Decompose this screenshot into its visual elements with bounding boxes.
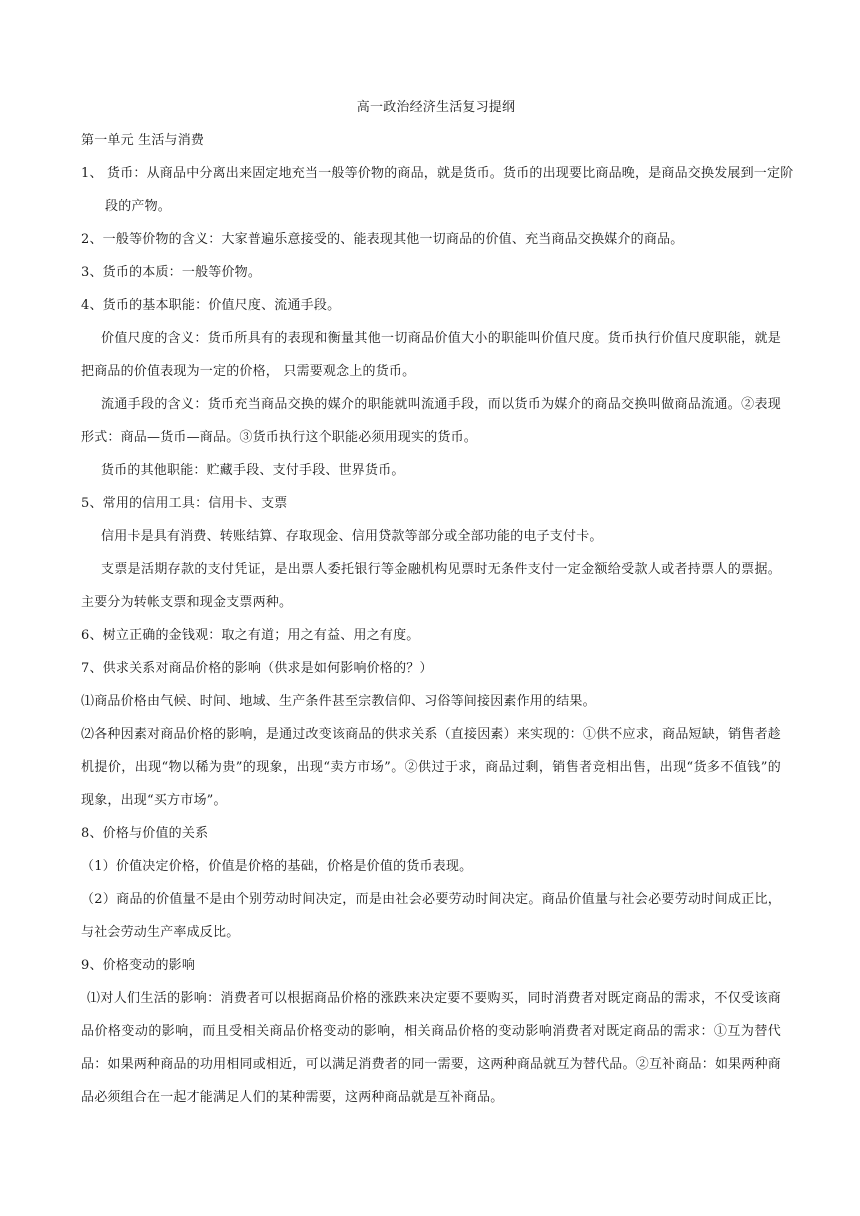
unit-heading: 第一单元 生活与消费 [81, 133, 205, 148]
item-5-paragraph-cheque: 支票是活期存款的支付凭证，是出票人委托银行等金融机构见票时无条件支付一定金额给受款人或者持票人的票据。主要分为转帐支票和现金支票两种。 [81, 562, 781, 610]
item-5-paragraph-credit-card: 信用卡是具有消费、转账结算、存取现金、信用贷款等部分或全部功能的电子支付卡。 [101, 529, 603, 544]
item-7: 7、供求关系对商品价格的影响（供求是如何影响价格的？） [81, 661, 433, 676]
item-4-paragraph-value-measure: 价值尺度的含义：货币所具有的表现和衡量其他一切商品价值大小的职能叫价值尺度。货币执行价值尺度职能，就是把商品的价值表现为一定的价格， 只需要观念上的货币。 [81, 331, 781, 379]
item-3: 3、货币的本质：一般等价物。 [81, 265, 262, 280]
item-8-paragraph-1: （1）价值决定价格，价值是价格的基础，价格是价值的货币表现。 [81, 859, 473, 874]
item-4-paragraph-circulation: 流通手段的含义：货币充当商品交换的媒介的职能就叫流通手段，而以货币为媒介的商品交换叫做商品流通。②表现形式：商品—货币—商品。③货币执行这个职能必须用现实的货币。 [81, 397, 781, 445]
item-9: 9、价格变动的影响 [81, 958, 196, 973]
item-6: 6、树立正确的金钱观：取之有道；用之有益、用之有度。 [81, 628, 420, 643]
item-8: 8、价格与价值的关系 [81, 826, 209, 841]
item-4-paragraph-other-functions: 货币的其他职能：贮藏手段、支付手段、世界货币。 [101, 463, 405, 478]
document-body [81, 91, 794, 1114]
item-2: 2、一般等价物的含义：大家普遍乐意接受的、能表现其他一切商品的价值、充当商品交换媒介的商品。 [81, 232, 684, 247]
item-9-paragraph-1: ⑴对人们生活的影响：消费者可以根据商品价格的涨跌来决定要不要购买，同时消费者对既定商品的需求，不仅受该商品价格变动的影响，而且受相关商品价格变动的影响，相关商品价格的变动影响消费者对既定商品的需求：①互为替代品：如果两种商品的功用相同或相近，可以满足消费者的同一需要，这两种商品就互为替代品。②互补商品：如果两种商品必须组合在一起才能满足人们的某种需要，这两种商品就是互补商品。 [81, 991, 781, 1105]
document-title: 高一政治经济生活复习提纲 [356, 100, 516, 115]
item-1-line-1: 1、 货币：从商品中分离出来固定地充当一般等价物的商品，就是货币。货币的出现要比商品晚，是商品交换发展到一定阶 [81, 166, 794, 181]
item-7-paragraph-1: ⑴商品价格由气候、时间、地域、生产条件甚至宗教信仰、习俗等间接因素作用的结果。 [81, 694, 596, 709]
item-4: 4、货币的基本职能：价值尺度、流通手段。 [81, 298, 341, 313]
item-1-line-2: 段的产物。 [105, 199, 172, 214]
item-5: 5、常用的信用工具：信用卡、支票 [81, 496, 288, 511]
item-8-paragraph-2: （2）商品的价值量不是由个别劳动时间决定，而是由社会必要劳动时间决定。商品价值量与社会必要劳动时间成正比，与社会劳动生产率成反比。 [81, 892, 781, 940]
item-7-paragraph-2: ⑵各种因素对商品价格的影响，是通过改变该商品的供求关系（直接因素）来实现的：①供不应求，商品短缺，销售者趁机提价，出现“物以稀为贵”的现象，出现“卖方市场”。②供过于求，商品过剩，销售者竞相出售，出现“货多不值钱”的现象，出现“买方市场”。 [81, 727, 781, 808]
